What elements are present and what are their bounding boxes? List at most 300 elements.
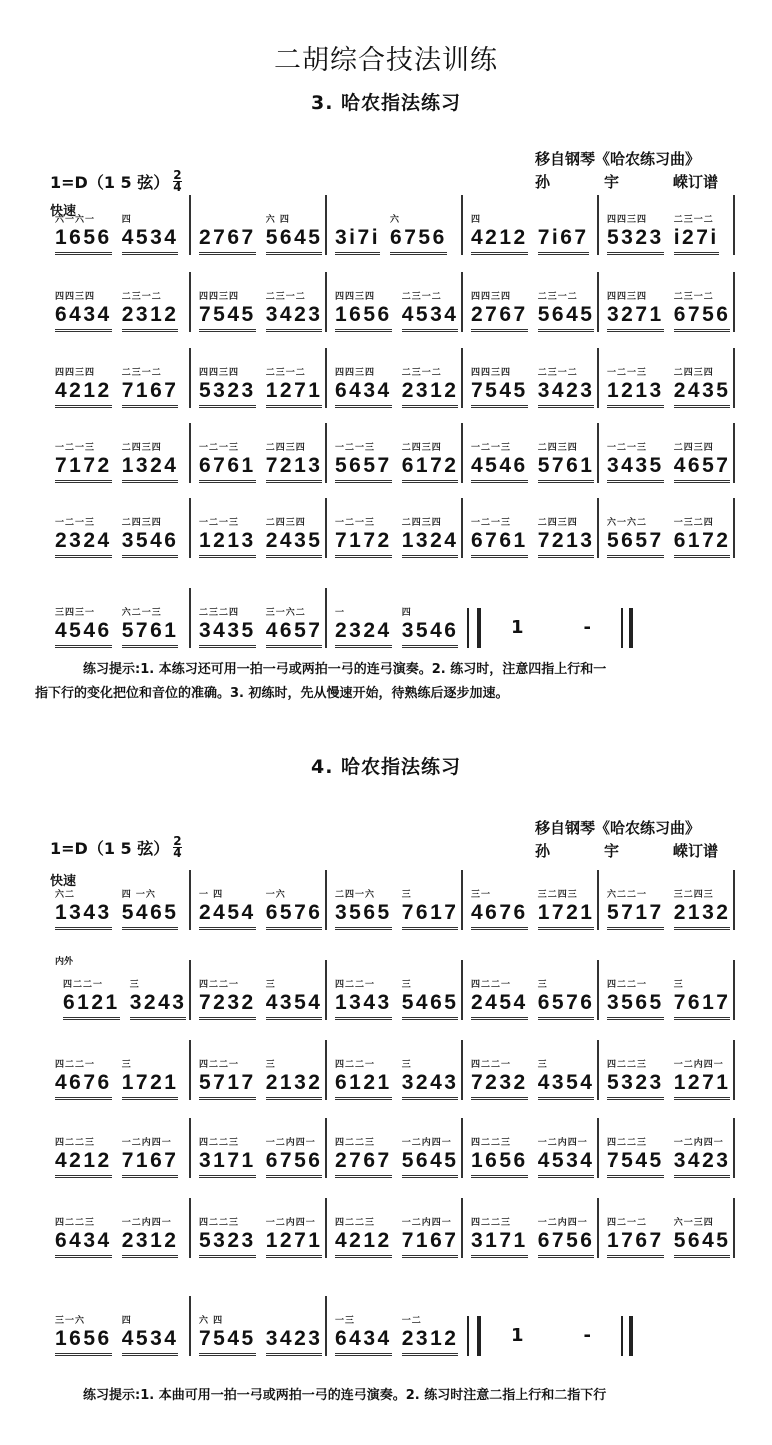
note-group: 1721	[538, 902, 595, 930]
fingering: 三二四三	[537, 890, 578, 900]
fingering: 四二二三	[471, 1138, 512, 1148]
fingering: 四四三四	[199, 292, 240, 302]
note-group: 4354	[266, 992, 323, 1020]
fingering: 一二内四一	[401, 1138, 452, 1148]
fingering: 六一三四	[673, 1218, 714, 1228]
note-group: 4534	[122, 1328, 179, 1356]
note-group: 2312	[402, 380, 459, 408]
beat	[266, 888, 323, 930]
note-group: 5323	[607, 227, 664, 255]
measure	[599, 1040, 735, 1100]
tip-line: 1. 本练习还可用一拍一弓或两拍一弓的连弓演奏。2. 练习时，注意四指上行和一	[140, 662, 607, 677]
time-denominator: 4	[173, 846, 182, 860]
note-group: 5645	[266, 227, 323, 255]
measure	[463, 1118, 599, 1178]
beat	[122, 290, 179, 332]
measure	[463, 348, 599, 408]
fingering: 一二内四一	[537, 1138, 588, 1148]
measure	[191, 195, 327, 255]
beat	[538, 888, 595, 930]
fingering: 二三一二	[401, 368, 442, 378]
fingering: 二三一二	[673, 292, 714, 302]
fingering: 四二二三	[55, 1218, 96, 1228]
beat	[674, 888, 731, 930]
beat	[402, 1314, 459, 1356]
measure	[327, 1296, 463, 1356]
note-group: 2312	[122, 304, 179, 332]
beat	[266, 213, 323, 255]
note-group: 1271	[674, 1072, 731, 1100]
measure	[55, 272, 191, 332]
beat	[607, 516, 664, 558]
beat	[55, 213, 112, 255]
note-group: 6761	[471, 530, 528, 558]
note-group: 1343	[55, 902, 112, 930]
measure	[55, 498, 191, 558]
fingering: 一三二四	[673, 518, 714, 528]
fingering: 三	[401, 1060, 412, 1070]
beat	[607, 978, 664, 1020]
beat	[335, 1058, 392, 1100]
fingering: 六 四	[265, 215, 290, 225]
note-group: 7167	[122, 380, 179, 408]
note-group: i27i	[674, 227, 719, 255]
beat	[199, 516, 256, 558]
note-group: 1213	[199, 530, 256, 558]
note-group: 6434	[335, 1328, 392, 1356]
fingering: 四二二三	[335, 1218, 376, 1228]
measure	[327, 498, 463, 558]
measure	[55, 960, 191, 1020]
note-group: 5657	[335, 455, 392, 483]
fingering: 一二一三	[55, 518, 96, 528]
beat	[402, 366, 459, 408]
fingering: 二四三四	[401, 518, 442, 528]
beat	[402, 1136, 459, 1178]
note-group: 5323	[199, 380, 256, 408]
fingering: 二三二四	[199, 608, 240, 618]
note-group: 4657	[266, 620, 323, 648]
score-row	[55, 1118, 735, 1178]
beat	[199, 1216, 256, 1258]
beat	[199, 366, 256, 408]
final-note: 1	[510, 617, 524, 638]
fingering: 四二二三	[199, 1138, 240, 1148]
note-group: 4546	[471, 455, 528, 483]
fingering: 四四三四	[335, 292, 376, 302]
beat	[402, 606, 459, 648]
fingering: 四二二三	[471, 1218, 512, 1228]
beat	[607, 1216, 664, 1258]
note-group: 3243	[402, 1072, 459, 1100]
fingering: 三	[537, 980, 548, 990]
beat	[199, 213, 256, 255]
note-group: 3423	[674, 1150, 731, 1178]
note-group: 6434	[335, 380, 392, 408]
score-row-final	[55, 588, 735, 648]
score-row	[55, 348, 735, 408]
beat	[335, 606, 392, 648]
note-group: 3546	[122, 530, 179, 558]
tip-label: 练习提示:	[83, 1388, 141, 1403]
beat	[674, 1058, 731, 1100]
arranger	[535, 840, 718, 863]
note-group: 5657	[607, 530, 664, 558]
note-group: 2324	[55, 530, 112, 558]
fingering: 二三一二	[265, 368, 306, 378]
note-group: 6434	[55, 1230, 112, 1258]
measure	[191, 960, 327, 1020]
source-credit	[535, 148, 718, 194]
measure	[327, 1118, 463, 1178]
beat	[122, 1314, 179, 1356]
note-group: 3565	[607, 992, 664, 1020]
fingering: 一三	[335, 1316, 356, 1326]
beat	[471, 888, 528, 930]
beat	[199, 978, 256, 1020]
measure	[463, 960, 599, 1020]
score-row	[55, 195, 735, 255]
final-note: -	[583, 617, 591, 638]
fingering: 四	[121, 215, 132, 225]
measure	[463, 423, 599, 483]
beat	[471, 1216, 528, 1258]
measure	[463, 498, 599, 558]
fingering: 四二二一	[55, 1060, 96, 1070]
score-row	[55, 423, 735, 483]
note-group: 6434	[55, 304, 112, 332]
measure	[327, 960, 463, 1020]
note-group: 4212	[335, 1230, 392, 1258]
beat	[122, 1216, 179, 1258]
fingering: 二四三四	[537, 443, 578, 453]
note-group: 5465	[402, 992, 459, 1020]
fingering: 四	[121, 1316, 132, 1326]
fingering: 一二	[401, 1316, 422, 1326]
note-group: 6761	[199, 455, 256, 483]
measure	[191, 588, 327, 648]
note-group: 6756	[538, 1230, 595, 1258]
fingering: 二三一二	[537, 292, 578, 302]
note-group: 4546	[55, 620, 112, 648]
fingering: 四四三四	[471, 292, 512, 302]
measure	[599, 1118, 735, 1178]
beat	[402, 1058, 459, 1100]
arranger	[535, 171, 718, 194]
fingering: 四	[401, 608, 412, 618]
beat	[55, 441, 112, 483]
note-group: 2312	[122, 1230, 179, 1258]
fingering: 二三一二	[121, 292, 162, 302]
arranger-part: 孙	[535, 173, 551, 191]
measure	[55, 423, 191, 483]
measure	[327, 195, 463, 255]
note-group: 2767	[471, 304, 528, 332]
note-group: 6756	[390, 227, 447, 255]
fingering: 一二一三	[607, 443, 648, 453]
measure	[55, 1296, 191, 1356]
fingering: 四四三四	[607, 215, 648, 225]
fingering: 二四三四	[121, 518, 162, 528]
fingering: 四四三四	[607, 292, 648, 302]
note-group: 4676	[471, 902, 528, 930]
note-group: 5717	[607, 902, 664, 930]
measure	[599, 272, 735, 332]
fingering: 四二二三	[55, 1138, 96, 1148]
beat	[55, 290, 112, 332]
beat	[607, 290, 664, 332]
fingering: 四二二一	[471, 1060, 512, 1070]
measure	[327, 1040, 463, 1100]
beat	[63, 978, 120, 1020]
time-signature	[173, 170, 181, 193]
note-group: 4354	[538, 1072, 595, 1100]
fingering: 一二内四一	[121, 1218, 172, 1228]
beat	[199, 1136, 256, 1178]
measure	[191, 1040, 327, 1100]
note-group: 7172	[335, 530, 392, 558]
fingering: 二四三四	[401, 443, 442, 453]
fingering: 二四三四	[673, 368, 714, 378]
note-group: 2435	[266, 530, 323, 558]
string-marking: 内外	[55, 957, 74, 967]
fingering: 一二一三	[471, 443, 512, 453]
fingering: 一二一三	[199, 518, 240, 528]
note-group: 1343	[335, 992, 392, 1020]
note-group: 2767	[199, 227, 256, 255]
beat	[538, 978, 595, 1020]
note-group: 3435	[607, 455, 664, 483]
fingering: 三二四三	[673, 890, 714, 900]
time-denominator: 4	[173, 180, 182, 194]
note-group: 7617	[402, 902, 459, 930]
note-group: 2132	[674, 902, 731, 930]
fingering: 一二一三	[335, 443, 376, 453]
score-row	[55, 957, 735, 1020]
note-group: 2324	[335, 620, 392, 648]
measure	[327, 870, 463, 930]
fingering: 六二	[55, 890, 76, 900]
key-signature	[50, 170, 182, 193]
key-signature	[50, 836, 182, 859]
fingering: 四 一六	[121, 890, 156, 900]
beat	[266, 1136, 323, 1178]
beat	[674, 290, 731, 332]
book-title: 二胡综合技法训练	[274, 45, 498, 76]
note-group: 1721	[122, 1072, 179, 1100]
fingering: 一二内四一	[673, 1138, 724, 1148]
measure	[327, 588, 463, 648]
beat	[199, 606, 256, 648]
final-measure	[481, 1325, 621, 1356]
note-group: 5465	[122, 902, 179, 930]
note-group: 6576	[266, 902, 323, 930]
beat	[266, 1058, 323, 1100]
fingering: 四二二一	[199, 980, 240, 990]
note-group: 3243	[130, 992, 187, 1020]
measure	[191, 272, 327, 332]
measure	[327, 1198, 463, 1258]
key-text: 1=D（1 5 弦）	[50, 173, 170, 192]
fingering: 三一六二	[265, 608, 306, 618]
fingering: 二三一二	[401, 292, 442, 302]
note-group: 3i7i	[335, 227, 380, 255]
beat	[199, 290, 256, 332]
fingering: 一二一三	[199, 443, 240, 453]
beat	[55, 516, 112, 558]
note-group: 5761	[538, 455, 595, 483]
beat	[335, 1216, 392, 1258]
beat	[538, 213, 589, 255]
arranger-part: 宇	[603, 842, 619, 860]
final-note: -	[583, 1325, 591, 1346]
fingering: 一二内四一	[265, 1218, 316, 1228]
beat	[199, 1314, 256, 1356]
fingering: 一二一三	[471, 518, 512, 528]
beat	[471, 290, 528, 332]
beat	[538, 1136, 595, 1178]
arranger-part: 嵘订谱	[672, 173, 718, 191]
beat	[674, 1136, 731, 1178]
fingering: 一二一三	[335, 518, 376, 528]
beat	[266, 1216, 323, 1258]
tip-line: 指下行的变化把位和音位的准确。3. 初练时，先从慢速开始，待熟练后逐步加速。	[35, 686, 509, 701]
score-row	[55, 870, 735, 930]
score-row	[55, 498, 735, 558]
beat	[674, 1216, 731, 1258]
fingering: 二四三四	[265, 518, 306, 528]
note-group: 3435	[199, 620, 256, 648]
measure	[191, 423, 327, 483]
beat	[538, 366, 595, 408]
measure	[55, 195, 191, 255]
note-group: 5761	[122, 620, 179, 648]
note-group: 4676	[55, 1072, 112, 1100]
score-row	[55, 272, 735, 332]
note-group: 3546	[402, 620, 459, 648]
exercise-3-title: 3. 哈农指法练习	[310, 92, 462, 114]
beat	[55, 1216, 112, 1258]
beat	[266, 1314, 323, 1356]
beat	[538, 1058, 595, 1100]
note-group: 1656	[471, 1150, 528, 1178]
measure	[191, 870, 327, 930]
beat	[55, 1136, 112, 1178]
arranger-part: 嵘订谱	[672, 842, 718, 860]
measure	[327, 272, 463, 332]
note-group: 2454	[199, 902, 256, 930]
beat	[538, 441, 595, 483]
beat	[402, 441, 459, 483]
fingering: 二四一六	[335, 890, 376, 900]
note-group: 7172	[55, 455, 112, 483]
fingering: 三四三一	[55, 608, 96, 618]
beat	[55, 1314, 112, 1356]
fingering: 四二二三	[607, 1060, 648, 1070]
note-group: 1324	[402, 530, 459, 558]
note-group: 7i67	[538, 227, 589, 255]
note-group: 6576	[538, 992, 595, 1020]
fingering: 四二二一	[199, 1060, 240, 1070]
beat	[471, 213, 528, 255]
measure	[599, 423, 735, 483]
note-group: 5645	[538, 304, 595, 332]
tip-label: 练习提示:	[83, 662, 141, 677]
measure	[463, 870, 599, 930]
measure	[463, 195, 599, 255]
fingering: 四四三四	[55, 368, 96, 378]
beat	[335, 213, 380, 255]
note-group: 6172	[402, 455, 459, 483]
measure	[327, 423, 463, 483]
note-group: 7232	[199, 992, 256, 1020]
fingering: 六一六一	[55, 215, 96, 225]
fingering: 三一六	[55, 1316, 86, 1326]
measure	[599, 195, 735, 255]
beat	[471, 1136, 528, 1178]
note-group: 6756	[266, 1150, 323, 1178]
note-group: 1656	[335, 304, 392, 332]
fingering: 二四三四	[121, 443, 162, 453]
beat	[335, 1314, 392, 1356]
fingering: 四二二三	[607, 1138, 648, 1148]
source-text: 移自钢琴《哈农练习曲》	[535, 819, 701, 837]
time-signature	[173, 836, 181, 859]
fingering: 六	[390, 215, 401, 225]
source-credit	[535, 817, 718, 863]
exercise-4-title: 4. 哈农指法练习	[310, 756, 462, 778]
beat	[266, 290, 323, 332]
measure	[599, 960, 735, 1020]
note-group: 1767	[607, 1230, 664, 1258]
repeat-barline	[467, 608, 481, 648]
note-group: 7213	[538, 530, 595, 558]
beat	[402, 888, 459, 930]
note-group: 4657	[674, 455, 731, 483]
beat	[122, 516, 179, 558]
measure	[191, 498, 327, 558]
fingering: 三	[265, 980, 276, 990]
final-measure	[481, 617, 621, 648]
fingering: 一 四	[199, 890, 224, 900]
beat	[335, 290, 392, 332]
beat	[607, 888, 664, 930]
beat	[122, 1136, 179, 1178]
fingering: 一二一三	[607, 368, 648, 378]
note-group: 7232	[471, 1072, 528, 1100]
fingering: 三	[537, 1060, 548, 1070]
fingering: 四四三四	[335, 368, 376, 378]
measure	[599, 348, 735, 408]
beat	[55, 366, 112, 408]
beat	[471, 516, 528, 558]
fingering: 一	[335, 608, 346, 618]
measure	[599, 1198, 735, 1258]
beat	[674, 213, 719, 255]
beat	[199, 1058, 256, 1100]
measure	[55, 1198, 191, 1258]
fingering: 二四三四	[265, 443, 306, 453]
beat	[674, 441, 731, 483]
note-group: 3423	[266, 304, 323, 332]
note-group: 4534	[402, 304, 459, 332]
note-group: 7545	[471, 380, 528, 408]
beat	[607, 366, 664, 408]
measure	[191, 1198, 327, 1258]
beat	[122, 366, 179, 408]
note-group: 2454	[471, 992, 528, 1020]
fingering: 三	[401, 890, 412, 900]
